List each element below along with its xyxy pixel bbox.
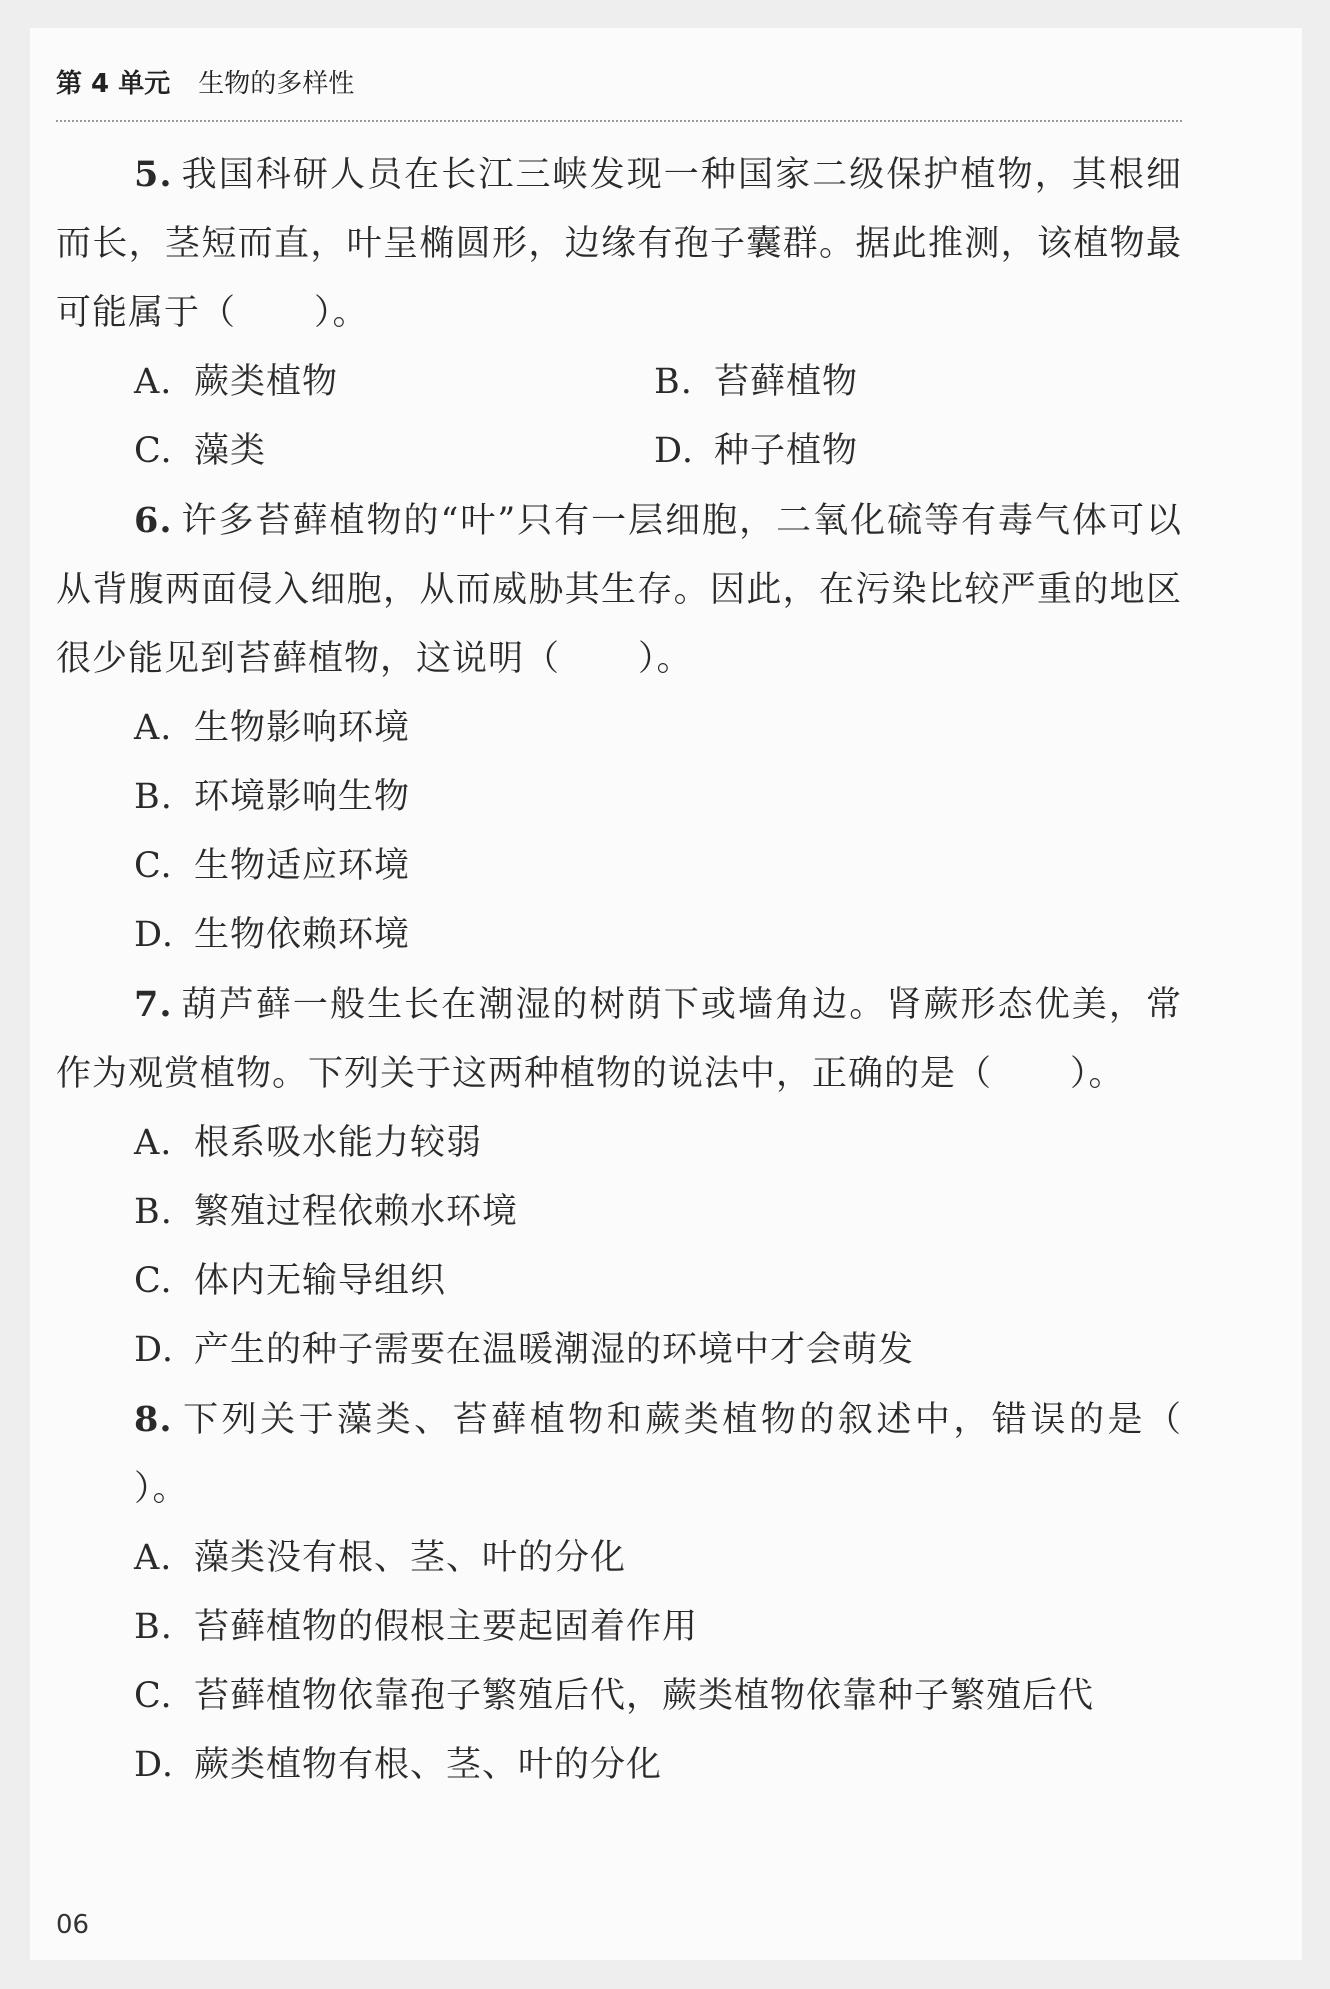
option-d[interactable]: D. 种子植物 bbox=[654, 431, 859, 471]
question-7 bbox=[56, 970, 1182, 1385]
option-c[interactable]: C. 苔藓植物依靠孢子繁殖后代，蕨类植物依靠种子繁殖后代 bbox=[134, 1676, 1095, 1716]
question-number: 8. bbox=[134, 1399, 173, 1440]
option-a[interactable]: A. 藻类没有根、茎、叶的分化 bbox=[134, 1538, 627, 1578]
question-stem: 5. 我国科研人员在长江三峡发现一种国家二级保护植物，其根细而长，茎短而直，叶呈椭圆形，边缘有孢子囊群。据此推测，该植物最可能属于（ ）。 bbox=[56, 154, 1182, 333]
question-number: 7. bbox=[134, 984, 173, 1025]
options bbox=[56, 1109, 1182, 1385]
question-number: 6. bbox=[134, 500, 173, 541]
options bbox=[56, 694, 1182, 970]
option-c[interactable]: C. 体内无输导组织 bbox=[134, 1261, 447, 1301]
running-header bbox=[56, 60, 1182, 122]
option-b[interactable]: B. 苔藓植物 bbox=[654, 362, 859, 402]
options bbox=[56, 348, 1182, 486]
question-stem: 8. 下列关于藻类、苔藓植物和蕨类植物的叙述中，错误的是（）。 bbox=[134, 1399, 1182, 1509]
option-b[interactable]: B. 环境影响生物 bbox=[134, 777, 411, 817]
question-8 bbox=[56, 1385, 1182, 1800]
question-stem: 6. 许多苔藓植物的“叶”只有一层细胞，二氧化硫等有毒气体可以从背腹两面侵入细胞，从而威胁其生存。因此，在污染比较严重的地区很少能见到苔藓植物，这说明（ ）。 bbox=[56, 500, 1182, 679]
option-c[interactable]: C. 藻类 bbox=[134, 431, 267, 471]
option-d[interactable]: D. 蕨类植物有根、茎、叶的分化 bbox=[134, 1745, 663, 1785]
option-a[interactable]: A. 蕨类植物 bbox=[134, 362, 339, 402]
chapter-title: 生物的多样性 bbox=[198, 69, 355, 99]
option-b[interactable]: B. 苔藓植物的假根主要起固着作用 bbox=[134, 1607, 699, 1647]
options bbox=[56, 1524, 1182, 1800]
question-stem: 7. 葫芦藓一般生长在潮湿的树荫下或墙角边。肾蕨形态优美，常作为观赏植物。下列关于这两种植物的说法中，正确的是（ ）。 bbox=[56, 984, 1182, 1094]
question-5 bbox=[56, 140, 1182, 486]
option-a[interactable]: A. 生物影响环境 bbox=[134, 708, 411, 748]
question-6 bbox=[56, 486, 1182, 970]
question-list bbox=[56, 140, 1182, 1800]
option-d[interactable]: D. 产生的种子需要在温暖潮湿的环境中才会萌发 bbox=[134, 1330, 915, 1370]
page-number: 06 bbox=[56, 1910, 90, 1940]
option-b[interactable]: B. 繁殖过程依赖水环境 bbox=[134, 1192, 519, 1232]
unit-label: 第 4 单元 bbox=[56, 69, 171, 99]
option-c[interactable]: C. 生物适应环境 bbox=[134, 846, 411, 886]
option-a[interactable]: A. 根系吸水能力较弱 bbox=[134, 1123, 483, 1163]
option-d[interactable]: D. 生物依赖环境 bbox=[134, 915, 411, 955]
question-number: 5. bbox=[134, 154, 173, 195]
